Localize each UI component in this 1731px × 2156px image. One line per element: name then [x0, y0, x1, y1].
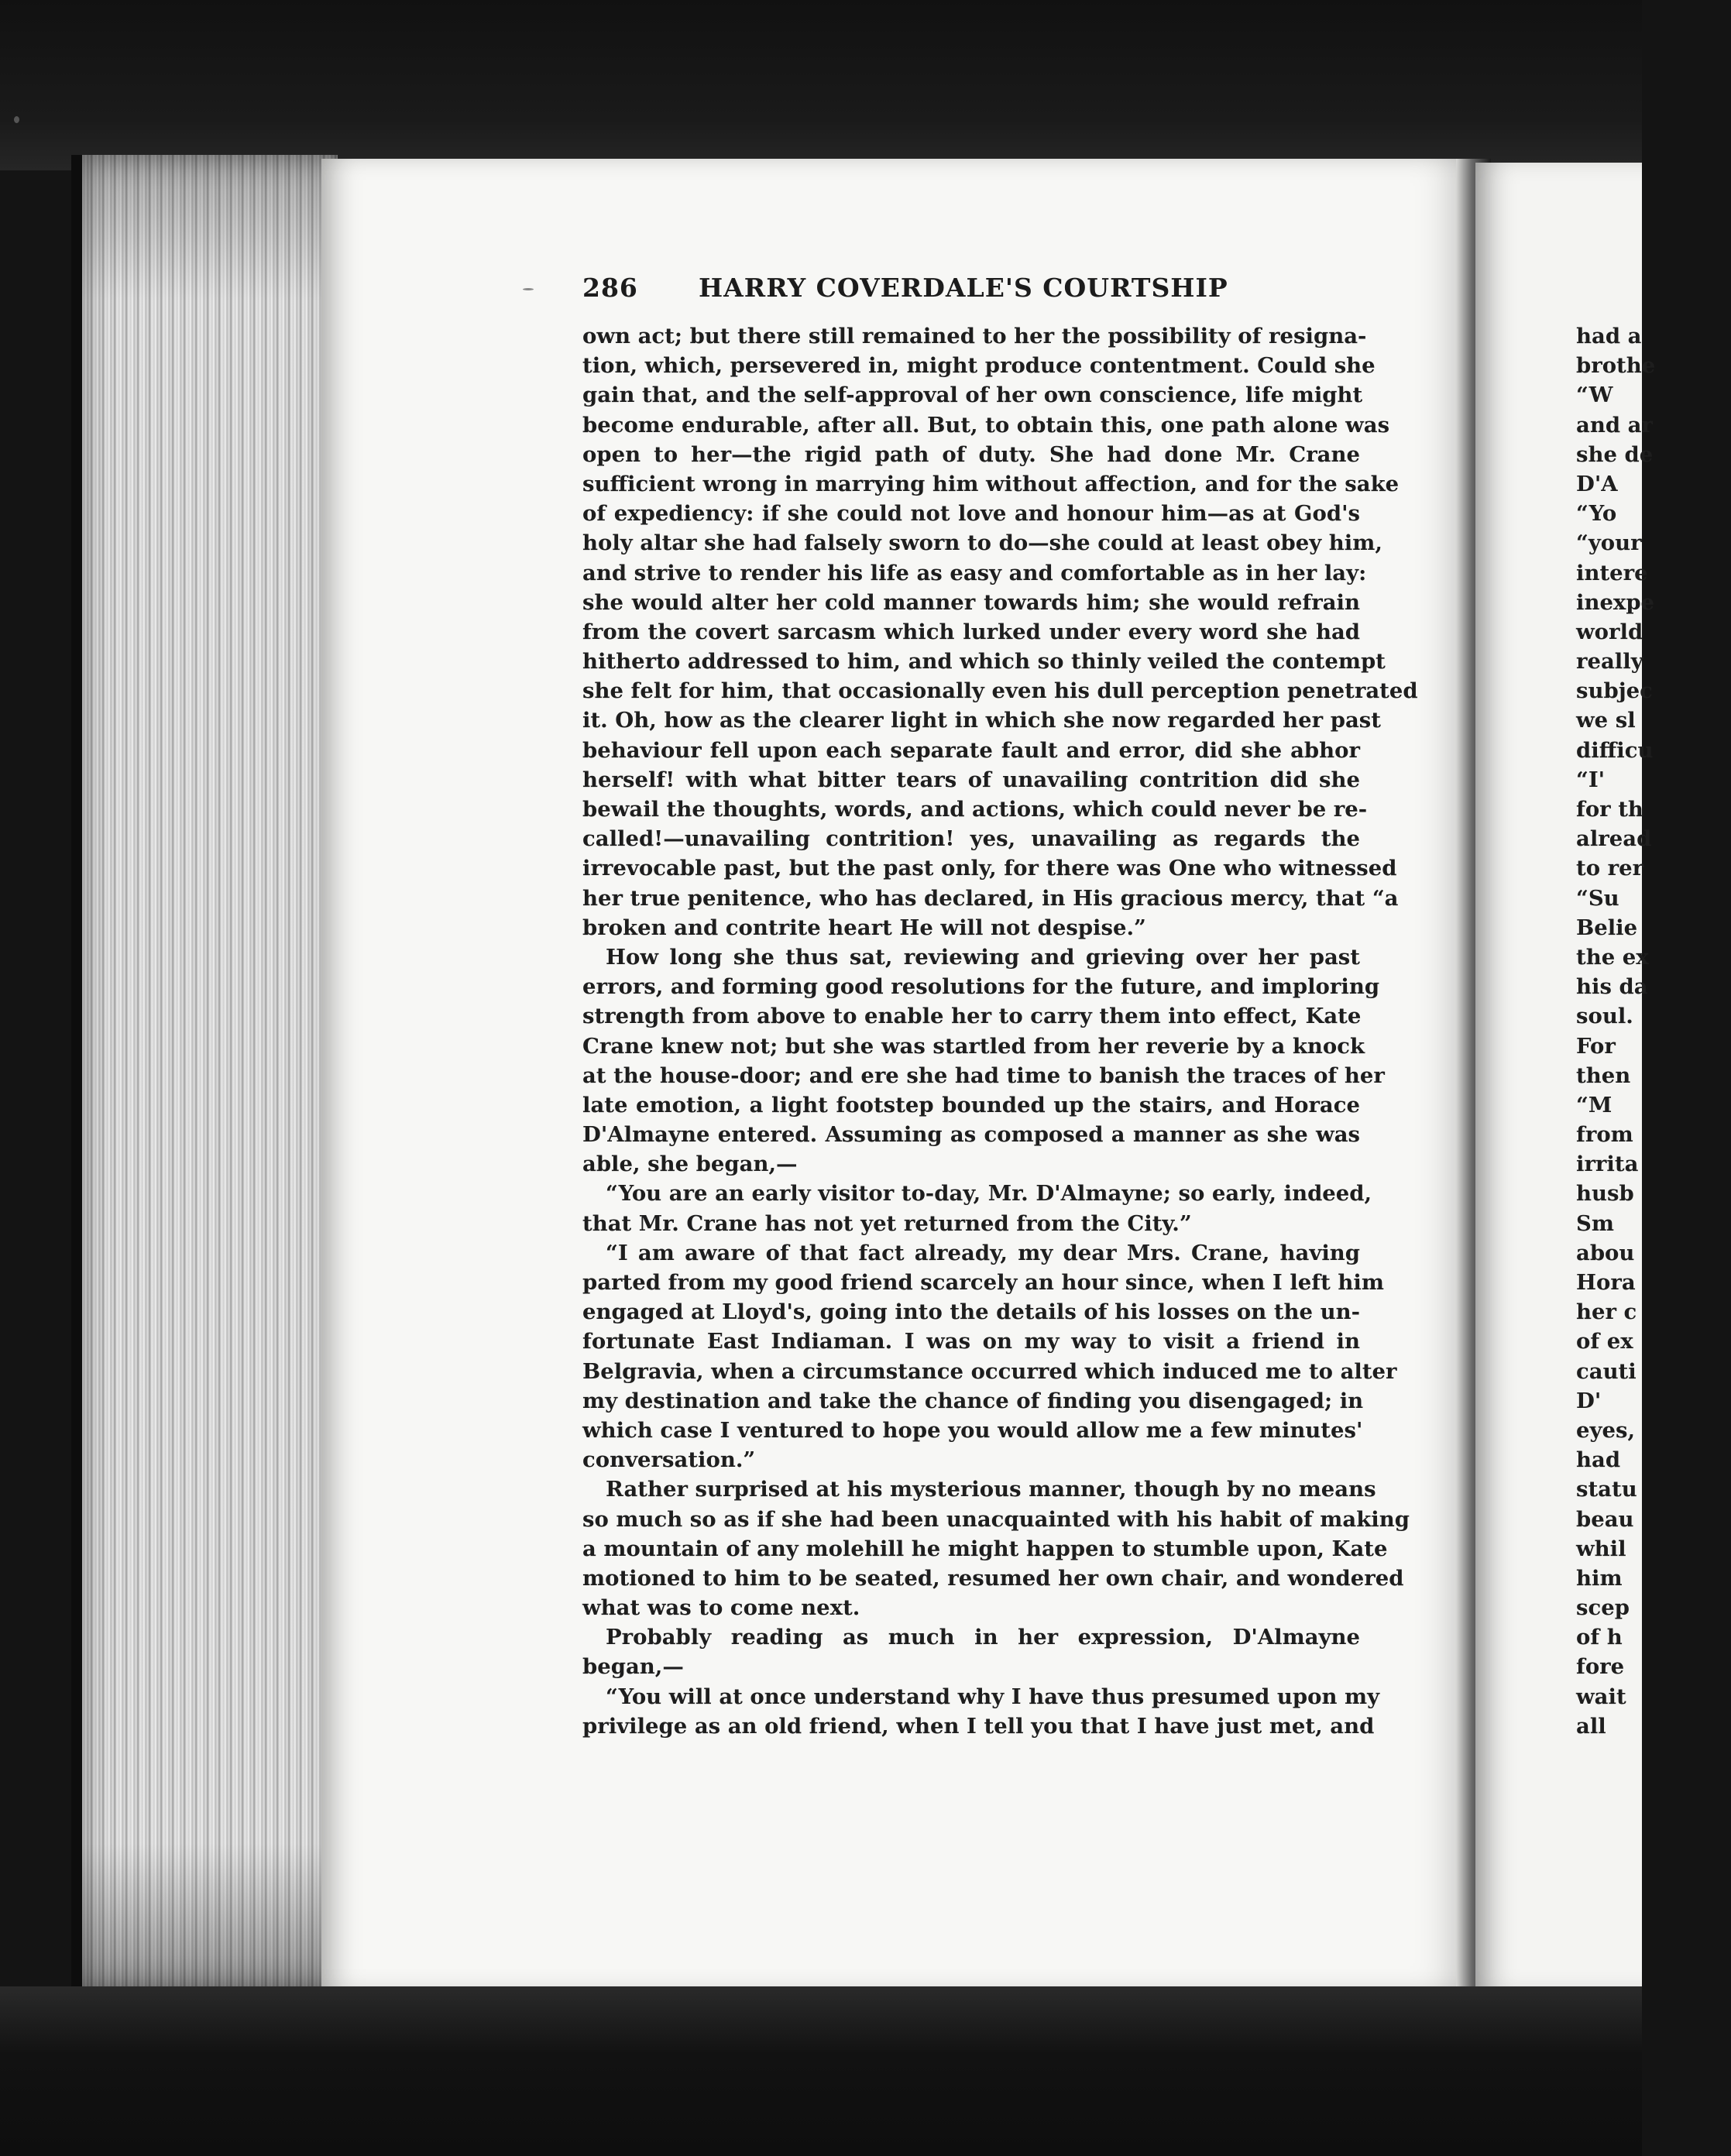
right-page-line-fragment: inexpe: [1576, 589, 1655, 615]
right-page-line-fragment: husb: [1576, 1181, 1634, 1207]
right-page-line-fragment: cauti: [1576, 1358, 1637, 1384]
text-line: it. Oh, how as the clearer light in which she now regarded her past: [582, 708, 1381, 733]
text-line: at the house-door; and ere she had time to banish the traces of her: [582, 1063, 1385, 1088]
running-title: HARRY COVERDALE'S COURTSHIP: [699, 273, 1228, 303]
text-line: able, she began,—: [582, 1152, 798, 1177]
right-page-line-fragment: wait: [1576, 1684, 1626, 1709]
right-page-line-fragment: we sl: [1576, 708, 1636, 733]
right-page-line-fragment: D': [1576, 1388, 1602, 1413]
right-page-line-fragment: scep: [1576, 1595, 1630, 1621]
right-page-line-fragment: Belie: [1576, 915, 1638, 940]
right-page-line-fragment: fore: [1576, 1654, 1625, 1680]
right-page-line-fragment: him: [1576, 1565, 1623, 1591]
right-page-line-fragment: “your: [1576, 530, 1642, 556]
right-page-line-fragment: difficu: [1576, 737, 1654, 763]
text-line: broken and contrite heart He will not despise.”: [582, 915, 1146, 940]
right-page-line-fragment: to rer: [1576, 856, 1644, 881]
right-page-line-fragment: For: [1576, 1033, 1616, 1059]
right-page-line-fragment: irrita: [1576, 1152, 1639, 1177]
right-page-line-fragment: world: [1576, 619, 1643, 644]
text-line: tion, which, persevered in, might produce contentment. Could she: [582, 353, 1376, 379]
text-line: late emotion, a light footstep bounded up the stairs, and Horace: [582, 1092, 1360, 1117]
scan-speck: [523, 288, 534, 290]
text-line: from the covert sarcasm which lurked under every word she had: [582, 619, 1360, 644]
text-line: D'Almayne entered. Assuming as composed a manner as she was: [582, 1122, 1360, 1148]
right-page-line-fragment: alread: [1576, 826, 1652, 852]
text-line: How long she thus sat, reviewing and grieving over her past: [606, 944, 1360, 970]
text-line: parted from my good friend scarcely an hour since, when I left him: [582, 1270, 1384, 1295]
text-line: Crane knew not; but she was startled from her reverie by a knock: [582, 1033, 1365, 1059]
text-line: sufficient wrong in marrying him without affection, and for the sake: [582, 471, 1400, 496]
text-line: called!—unavailing contrition! yes, unavailing as regards the: [582, 826, 1360, 852]
text-line: Rather surprised at his mysterious manner, though by no means: [606, 1477, 1376, 1502]
text-line: motioned to him to be seated, resumed her own chair, and wondered: [582, 1565, 1404, 1591]
text-line: a mountain of any molehill he might happen to stumble upon, Kate: [582, 1536, 1388, 1561]
text-line: behaviour fell upon each separate fault and error, did she abhor: [582, 737, 1360, 763]
right-page-line-fragment: of h: [1576, 1625, 1623, 1650]
right-page-line-fragment: Sm: [1576, 1210, 1614, 1236]
text-line: irrevocable past, but the past only, for there was One who witnessed: [582, 856, 1397, 881]
right-page-line-fragment: Hora: [1576, 1270, 1636, 1295]
text-line: Probably reading as much in her expression, D'Almayne: [606, 1625, 1360, 1650]
right-page-line-fragment: brothe: [1576, 353, 1656, 379]
text-line: Belgravia, when a circumstance occurred which induced me to alter: [582, 1358, 1397, 1384]
right-page-line-fragment: “I': [1576, 767, 1606, 792]
text-line: open to her—the rigid path of duty. She had done Mr. Crane: [582, 441, 1360, 467]
text-line: “You are an early visitor to-day, Mr. D'Almayne; so early, indeed,: [606, 1181, 1372, 1207]
right-page-line-fragment: of ex: [1576, 1329, 1633, 1354]
text-line: hitherto addressed to him, and which so thinly veiled the contempt: [582, 649, 1386, 675]
text-line: become endurable, after all. But, to obtain this, one path alone was: [582, 412, 1390, 438]
text-line: engaged at Lloyd's, going into the details of his losses on the un-: [582, 1299, 1361, 1325]
right-page-line-fragment: “M: [1576, 1092, 1613, 1117]
text-line: began,—: [582, 1654, 684, 1680]
page-number: 286: [582, 273, 638, 303]
top-background-shadow: [0, 0, 1642, 170]
right-page-line-fragment: from: [1576, 1122, 1633, 1148]
right-page-line-fragment: “Su: [1576, 885, 1619, 911]
right-page-line-fragment: the ex: [1576, 944, 1649, 970]
text-line: gain that, and the self-approval of her own conscience, life might: [582, 383, 1363, 408]
text-line: holy altar she had falsely sworn to do—she could at least obey him,: [582, 530, 1382, 556]
text-line: that Mr. Crane has not yet returned from the City.”: [582, 1210, 1192, 1236]
right-page-line-fragment: “W: [1576, 383, 1613, 408]
text-line: bewail the thoughts, words, and actions, which could never be re-: [582, 797, 1368, 822]
right-page-line-fragment: really: [1576, 649, 1643, 675]
text-line: fortunate East Indiaman. I was on my way to visit a friend in: [582, 1329, 1360, 1354]
right-page-line-fragment: whil: [1576, 1536, 1626, 1561]
body-text: [582, 321, 1418, 1741]
right-page-line-fragment: then: [1576, 1063, 1631, 1088]
right-page-line-fragment: his da: [1576, 974, 1648, 1000]
running-header: [582, 273, 1357, 303]
right-page-line-fragment: “Yo: [1576, 501, 1617, 527]
right-page-line-fragment: she de: [1576, 441, 1654, 467]
text-line: “I am aware of that fact already, my dear Mrs. Crane, having: [606, 1240, 1360, 1265]
text-line: errors, and forming good resolutions for the future, and imploring: [582, 974, 1380, 1000]
right-page-line-fragment: soul.: [1576, 1004, 1633, 1029]
book-page-edges: [71, 155, 338, 1990]
right-page-line-fragment: abou: [1576, 1240, 1635, 1265]
text-line: my destination and take the chance of finding you disengaged; in: [582, 1388, 1364, 1413]
text-line: so much so as if she had been unacquainted with his habit of making: [582, 1506, 1410, 1532]
text-line: which case I ventured to hope you would allow me a few minutes': [582, 1417, 1363, 1443]
right-page-line-fragment: had a: [1576, 324, 1642, 348]
text-line: strength from above to enable her to carry them into effect, Kate: [582, 1004, 1362, 1029]
text-line: and strive to render his life as easy and comfortable as in her lay:: [582, 560, 1367, 585]
right-page-line-fragment: eyes,: [1576, 1417, 1636, 1443]
bottom-background-shadow: [0, 1986, 1642, 2156]
right-page-line-fragment: subjec: [1576, 678, 1653, 704]
text-line: privilege as an old friend, when I tell you that I have just met, and: [582, 1713, 1375, 1739]
text-line: what was to come next.: [582, 1595, 860, 1621]
text-line: conversation.”: [582, 1447, 756, 1473]
right-page-text: [1576, 321, 1731, 1741]
right-page-line-fragment: statu: [1576, 1477, 1637, 1502]
right-page-line-fragment: and ar: [1576, 412, 1653, 438]
text-line: of expediency: if she could not love and honour him—as at God's: [582, 501, 1360, 527]
text-line: herself! with what bitter tears of unavailing contrition did she: [582, 767, 1360, 792]
right-page-line-fragment: D'A: [1576, 471, 1618, 496]
text-line: own act; but there still remained to her the possibility of resigna-: [582, 324, 1367, 348]
right-page-line-fragment: her c: [1576, 1299, 1637, 1325]
right-page-line-fragment: beau: [1576, 1506, 1634, 1532]
right-page-line-fragment: intere: [1576, 560, 1648, 585]
right-page-line-fragment: all: [1576, 1713, 1606, 1739]
text-line: her true penitence, who has declared, in His gracious mercy, that “a: [582, 885, 1399, 911]
scan-speck: [14, 116, 19, 123]
right-page-line-fragment: had: [1576, 1447, 1621, 1473]
text-line: she felt for him, that occasionally even his dull perception penetrated: [582, 678, 1418, 704]
right-page-line-fragment: for th: [1576, 797, 1643, 822]
text-line: she would alter her cold manner towards him; she would refrain: [582, 589, 1360, 615]
text-line: “You will at once understand why I have thus presumed upon my: [606, 1684, 1380, 1709]
